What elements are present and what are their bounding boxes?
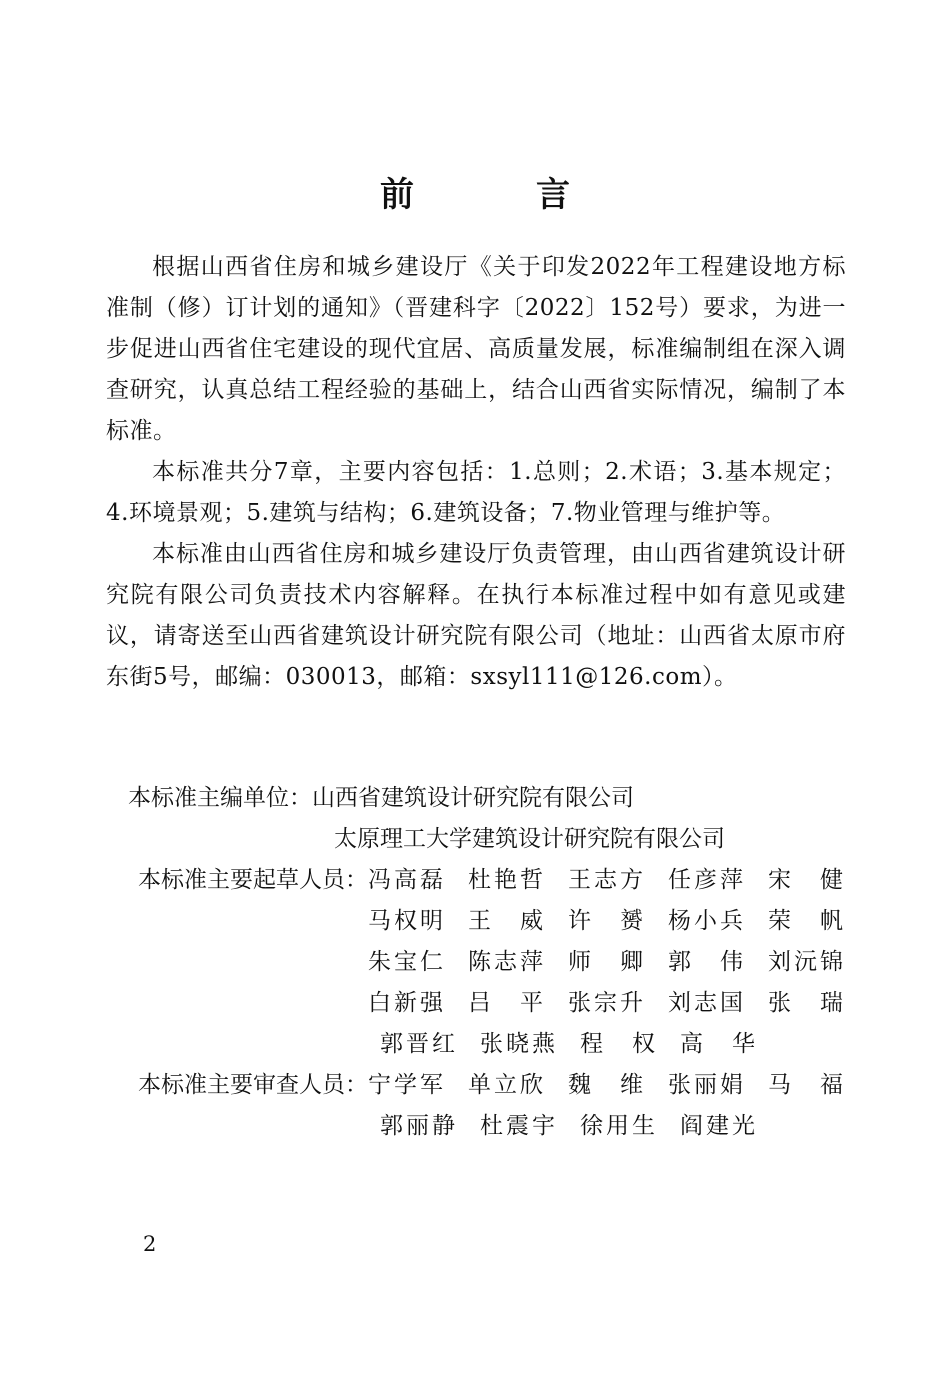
reviewer-row [128,1106,868,1147]
drafter-person: 程 权 [580,1031,655,1057]
drafter-names [380,1024,780,1065]
reviewer-person: 马 福 [768,1072,843,1098]
drafter-person: 师 卿 [568,949,643,975]
reviewer-names [380,1106,780,1147]
drafter-person: 高 华 [680,1031,755,1057]
chief-unit-2: 太原理工大学建筑设计研究院有限公司 [334,826,725,852]
reviewer-person: 宁学军 [368,1072,443,1098]
drafter-person: 许 赟 [568,908,643,934]
credits-block [128,778,868,1147]
drafter-person: 王 威 [468,908,543,934]
reviewer-label [128,1106,380,1147]
reviewer-label: 本标准主要审查人员： [138,1072,368,1098]
reviewer-person: 张丽娟 [668,1072,743,1098]
reviewers-list [128,1065,868,1147]
drafter-names [368,942,868,983]
reviewer-person: 阎建光 [680,1113,755,1139]
drafter-names [368,901,868,942]
drafter-person: 吕 平 [468,990,543,1016]
reviewer-person: 魏 维 [568,1072,643,1098]
reviewer-person: 徐用生 [580,1113,655,1139]
drafter-label [128,901,368,942]
drafter-person: 马权明 [368,908,443,934]
drafter-person: 张宗升 [568,990,643,1016]
drafter-person: 张晓燕 [480,1031,555,1057]
reviewer-row [128,1065,868,1106]
reviewer-person: 单立欣 [468,1072,543,1098]
paragraph-management: 本标准由山西省住房和城乡建设厅负责管理，由山西省建筑设计研究院有限公司负责技术内容解释。在执行本标准过程中如有意见或建议，请寄送至山西省建筑设计研究院有限公司（地址：山西省太原市府东街5号，邮编：030013，邮箱：sxsyl111@126.com）。 [106,541,846,690]
drafter-person: 杨小兵 [668,908,743,934]
drafter-person: 朱宝仁 [368,949,443,975]
chief-unit-label: 本标准主编单位： [128,785,312,811]
drafter-label: 本标准主要起草人员： [138,867,368,893]
drafter-row [128,1024,868,1065]
drafter-row [128,983,868,1024]
chief-unit-1: 山西省建筑设计研究院有限公司 [312,785,634,811]
drafters-list [128,860,868,1065]
drafter-person: 荣 帆 [768,908,843,934]
chief-unit-row-2 [128,819,868,860]
drafter-person: 白新强 [368,990,443,1016]
drafter-person: 刘志国 [668,990,743,1016]
drafter-person: 任彦萍 [668,867,743,893]
drafter-row [128,860,868,901]
drafter-label [128,1024,380,1065]
page-number: 2 [143,1232,157,1256]
drafter-row [128,942,868,983]
drafter-person: 王志方 [568,867,643,893]
page-title: 前 言 [380,175,614,215]
drafter-label [128,983,368,1024]
reviewer-person: 杜震宇 [480,1113,555,1139]
drafter-names [368,860,868,901]
drafter-person: 刘沅锦 [768,949,843,975]
drafter-person: 郭 伟 [668,949,743,975]
drafter-person: 郭晋红 [380,1031,455,1057]
foreword-body [106,247,846,698]
drafter-person: 冯高磊 [368,867,443,893]
drafter-label [128,942,368,983]
drafter-person: 杜艳哲 [468,867,543,893]
drafter-person: 陈志萍 [468,949,543,975]
drafter-person: 宋 健 [768,867,843,893]
reviewer-person: 郭丽静 [380,1113,455,1139]
paragraph-basis: 根据山西省住房和城乡建设厅《关于印发2022年工程建设地方标准制（修）订计划的通知》（晋建科字〔2022〕152号）要求，为进一步促进山西省住宅建设的现代宜居、高质量发展，标准编制组在深入调查研究，认真总结工程经验的基础上，结合山西省实际情况，编制了本标准。 [106,254,846,444]
drafter-person: 张 瑞 [768,990,843,1016]
paragraph-contents: 本标准共分7章，主要内容包括：1.总则；2.术语；3.基本规定；4.环境景观；5.建筑与结构；6.建筑设备；7.物业管理与维护等。 [106,459,846,526]
chief-unit-row [128,778,868,819]
reviewer-names [368,1065,868,1106]
drafter-names [368,983,868,1024]
drafter-row [128,901,868,942]
